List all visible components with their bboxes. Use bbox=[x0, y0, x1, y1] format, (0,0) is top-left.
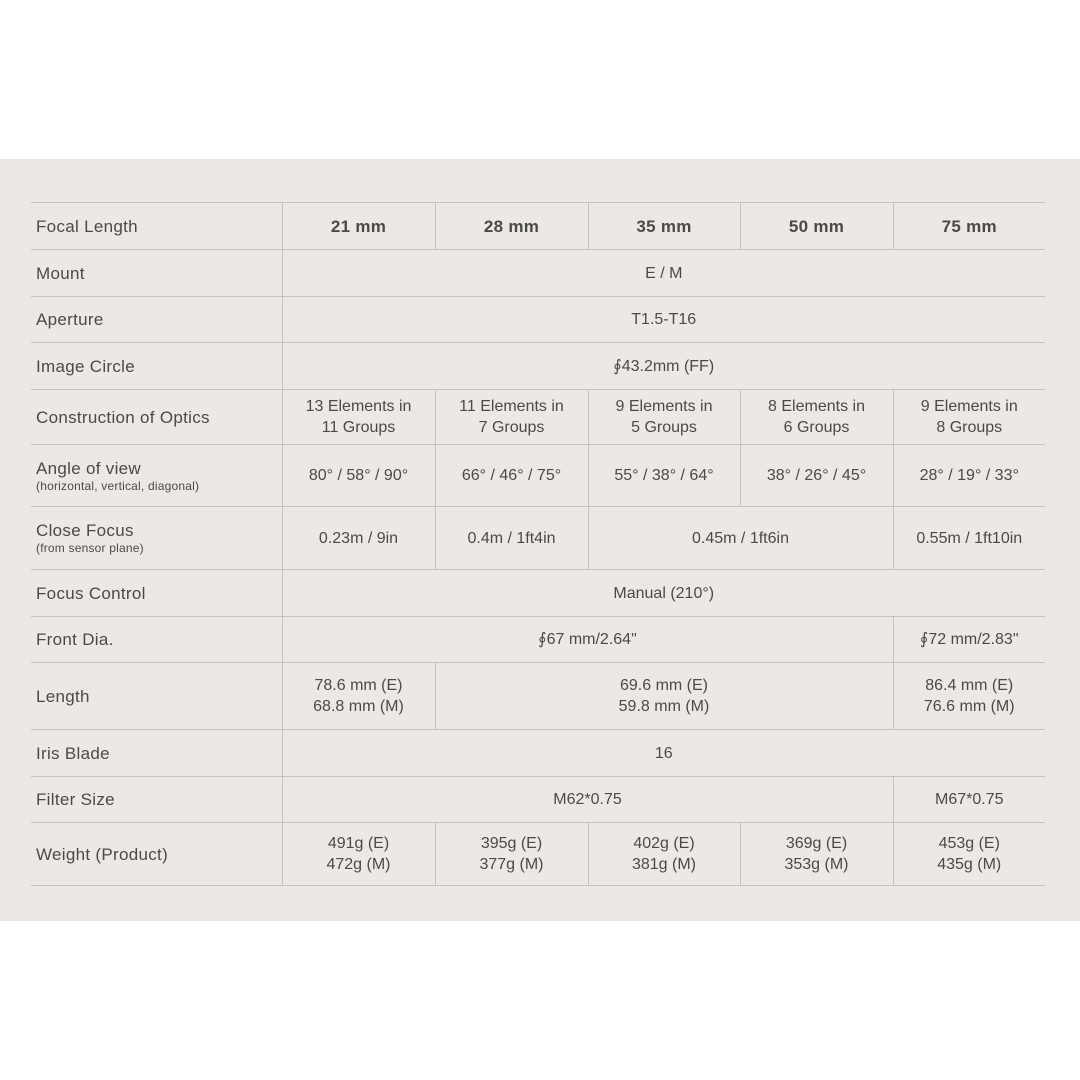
filter-size-75mm: M67*0.75 bbox=[893, 777, 1045, 823]
construction-75mm bbox=[893, 390, 1045, 445]
length-m: 68.8 mm (M) bbox=[313, 698, 404, 715]
construction-groups: 5 Groups bbox=[631, 419, 697, 436]
close-focus-sublabel: (from sensor plane) bbox=[36, 541, 144, 555]
row-label-filter-size: Filter Size bbox=[31, 777, 282, 823]
weight-35mm bbox=[588, 823, 740, 886]
weight-e: 491g (E) bbox=[327, 835, 390, 852]
weight-m: 353g (M) bbox=[784, 856, 849, 873]
row-label-weight: Weight (Product) bbox=[31, 823, 282, 886]
focus-control-value: Manual (210°) bbox=[282, 570, 1045, 617]
row-label-length: Length bbox=[31, 663, 282, 730]
row-label-angle-of-view bbox=[31, 445, 282, 507]
row-mount bbox=[31, 250, 1045, 297]
front-dia-75mm: ∮72 mm/2.83" bbox=[893, 617, 1045, 663]
row-weight bbox=[31, 823, 1045, 886]
row-front-dia bbox=[31, 617, 1045, 663]
weight-e: 402g (E) bbox=[633, 835, 695, 852]
mount-value: E / M bbox=[282, 250, 1045, 297]
length-m: 59.8 mm (M) bbox=[618, 698, 710, 715]
length-28-50mm bbox=[435, 663, 893, 730]
row-label-mount: Mount bbox=[31, 250, 282, 297]
weight-m: 381g (M) bbox=[631, 856, 697, 873]
construction-elements: 11 Elements in bbox=[459, 398, 564, 415]
angle-of-view-sublabel: (horizontal, vertical, diagonal) bbox=[36, 478, 200, 493]
length-e: 69.6 mm (E) bbox=[619, 677, 708, 694]
row-label-front-dia: Front Dia. bbox=[31, 617, 282, 663]
row-label-aperture: Aperture bbox=[31, 297, 282, 343]
image-circle-value: ∮43.2mm (FF) bbox=[282, 343, 1045, 390]
weight-50mm bbox=[740, 823, 893, 886]
weight-m: 377g (M) bbox=[479, 856, 544, 873]
construction-groups: 7 Groups bbox=[478, 419, 545, 436]
row-construction bbox=[31, 390, 1045, 445]
construction-21mm bbox=[282, 390, 435, 445]
spec-panel bbox=[0, 159, 1080, 921]
row-iris-blade bbox=[31, 730, 1045, 777]
weight-75mm bbox=[893, 823, 1045, 886]
row-focus-control bbox=[31, 570, 1045, 617]
construction-groups: 11 Groups bbox=[321, 419, 396, 436]
row-label-close-focus bbox=[31, 507, 282, 570]
row-label-construction: Construction of Optics bbox=[31, 390, 282, 445]
row-length bbox=[31, 663, 1045, 730]
row-focal-length bbox=[31, 203, 1045, 250]
row-angle-of-view bbox=[31, 445, 1045, 507]
filter-size-21-50mm: M62*0.75 bbox=[282, 777, 893, 823]
length-m: 76.6 mm (M) bbox=[923, 698, 1015, 715]
length-21mm bbox=[282, 663, 435, 730]
length-e: 78.6 mm (E) bbox=[314, 677, 403, 694]
col-header-75mm: 75 mm bbox=[893, 203, 1045, 250]
row-filter-size bbox=[31, 777, 1045, 823]
row-close-focus bbox=[31, 507, 1045, 570]
weight-m: 435g (M) bbox=[937, 856, 1002, 873]
construction-50mm bbox=[740, 390, 893, 445]
close-focus-35-50mm: 0.45m / 1ft6in bbox=[588, 507, 893, 570]
construction-elements: 9 Elements in bbox=[615, 398, 713, 415]
iris-blade-value: 16 bbox=[282, 730, 1045, 777]
angle-50mm: 38° / 26° / 45° bbox=[740, 445, 893, 507]
construction-elements: 8 Elements in bbox=[768, 398, 865, 415]
col-header-28mm: 28 mm bbox=[435, 203, 588, 250]
row-aperture bbox=[31, 297, 1045, 343]
construction-elements: 9 Elements in bbox=[920, 398, 1018, 415]
construction-groups: 6 Groups bbox=[783, 419, 850, 436]
angle-75mm: 28° / 19° / 33° bbox=[893, 445, 1045, 507]
weight-21mm bbox=[282, 823, 435, 886]
col-header-50mm: 50 mm bbox=[740, 203, 893, 250]
col-header-35mm: 35 mm bbox=[588, 203, 740, 250]
length-75mm bbox=[893, 663, 1045, 730]
row-label-image-circle: Image Circle bbox=[31, 343, 282, 390]
row-label-focus-control: Focus Control bbox=[31, 570, 282, 617]
angle-35mm: 55° / 38° / 64° bbox=[588, 445, 740, 507]
close-focus-28mm: 0.4m / 1ft4in bbox=[435, 507, 588, 570]
weight-m: 472g (M) bbox=[326, 856, 391, 873]
front-dia-21-50mm: ∮67 mm/2.64" bbox=[282, 617, 893, 663]
construction-28mm bbox=[435, 390, 588, 445]
angle-of-view-label: Angle of view bbox=[36, 458, 142, 478]
close-focus-label: Close Focus bbox=[36, 521, 134, 540]
construction-groups: 8 Groups bbox=[936, 419, 1003, 436]
spec-table bbox=[31, 202, 1045, 886]
row-label-focal-length: Focal Length bbox=[31, 203, 282, 250]
weight-e: 453g (E) bbox=[938, 835, 1000, 852]
weight-28mm bbox=[435, 823, 588, 886]
construction-elements: 13 Elements in bbox=[305, 398, 412, 415]
close-focus-21mm: 0.23m / 9in bbox=[282, 507, 435, 570]
construction-35mm bbox=[588, 390, 740, 445]
angle-21mm: 80° / 58° / 90° bbox=[282, 445, 435, 507]
aperture-value: T1.5-T16 bbox=[282, 297, 1045, 343]
col-header-21mm: 21 mm bbox=[282, 203, 435, 250]
length-e: 86.4 mm (E) bbox=[925, 677, 1014, 694]
row-label-iris-blade: Iris Blade bbox=[31, 730, 282, 777]
weight-e: 395g (E) bbox=[480, 835, 543, 852]
weight-e: 369g (E) bbox=[785, 835, 848, 852]
angle-28mm: 66° / 46° / 75° bbox=[435, 445, 588, 507]
close-focus-75mm: 0.55m / 1ft10in bbox=[893, 507, 1045, 570]
row-image-circle bbox=[31, 343, 1045, 390]
